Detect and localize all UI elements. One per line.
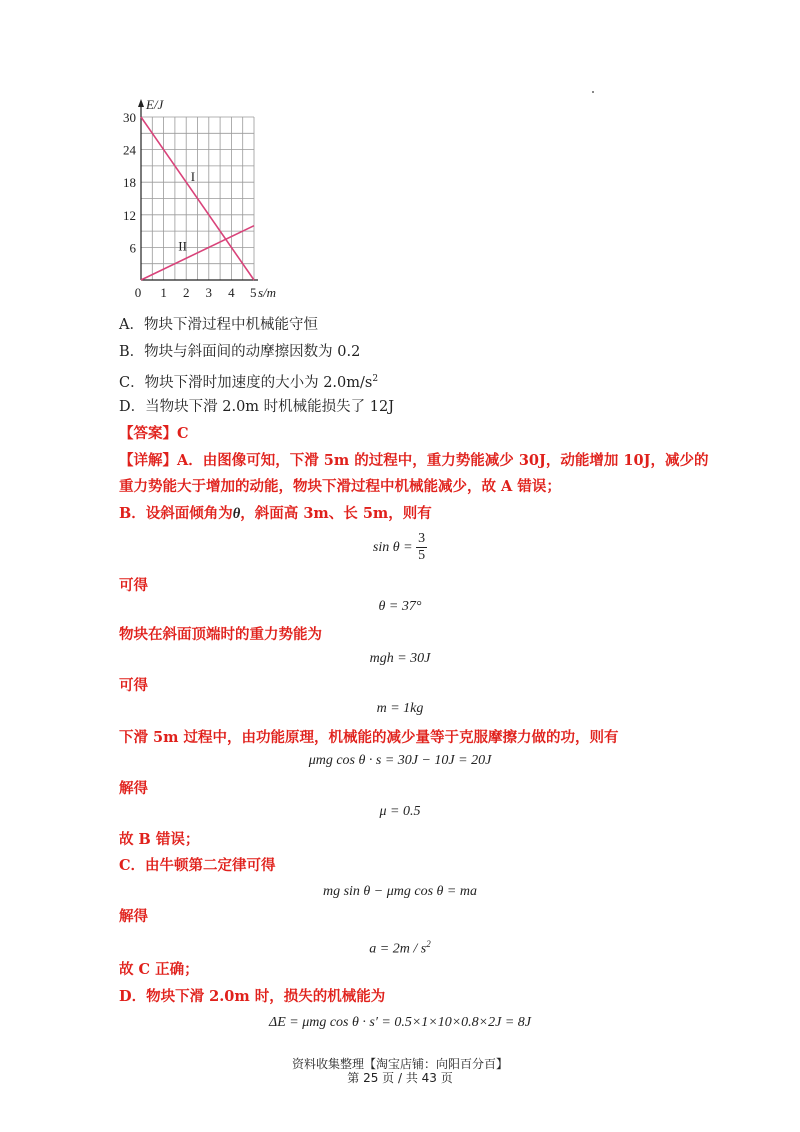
- y-axis-label: E/J: [146, 97, 164, 112]
- x-tick-label: 0: [134, 285, 142, 300]
- footer-page-number: 第 25 页 / 共 43 页: [347, 1071, 453, 1085]
- explanation-a-line1: 【详解】A．由图像可知，下滑 5m 的过程中，重力势能减少 30J，动能增加 10J，减少的: [119, 452, 709, 469]
- x-tick-label: 2: [182, 285, 190, 300]
- answer-label: 【答案】C: [119, 425, 189, 442]
- equation-theta: θ = 37°: [378, 599, 422, 614]
- equation-mu: μ = 0.5: [379, 804, 421, 819]
- x-tick-label: 5: [250, 285, 257, 300]
- text-jiede-2: 解得: [119, 908, 148, 925]
- text-d: D．物块下滑 2.0m 时，损失的机械能为: [119, 988, 386, 1005]
- explanation-b-intro: B．设斜面倾角为θ，斜面高 3m、长 5m，则有: [119, 505, 432, 522]
- text-c-right: 故 C 正确；: [119, 961, 199, 978]
- text-jiede-1: 解得: [119, 780, 148, 797]
- text-b-wrong: 故 B 错误；: [119, 831, 200, 848]
- y-axis-arrow: [138, 99, 144, 107]
- energy-chart: [110, 95, 300, 305]
- footer-source: 资料收集整理【淘宝店铺：向阳百分百】: [291, 1057, 508, 1071]
- equation-mass: m = 1kg: [376, 701, 424, 716]
- option-d: D．当物块下滑 2.0m 时机械能损失了 12J: [119, 399, 395, 415]
- series-label: II: [178, 238, 187, 254]
- equation-newton: mg sin θ − μmg cos θ = ma: [322, 884, 477, 899]
- x-tick-label: 1: [160, 285, 167, 300]
- text-kede-1: 可得: [119, 577, 148, 594]
- y-tick-label: 12: [123, 207, 136, 223]
- option-b: B．物块与斜面间的动摩擦因数为 0.2: [119, 344, 361, 360]
- page-dot: [592, 91, 594, 93]
- series-label: I: [190, 169, 196, 185]
- y-tick-label: 30: [123, 110, 136, 125]
- x-axis-label: s/m: [258, 285, 277, 300]
- y-tick-label: 18: [123, 175, 136, 191]
- y-tick-label: 24: [123, 142, 136, 158]
- equation-energy-loss: ΔE = μmg cos θ · s′ = 0.5×1×10×0.8×2J = 8J: [268, 1015, 531, 1030]
- equation-sin-theta: sin θ = $\frac{3}{5}$: [372, 531, 426, 564]
- option-a: A．物块下滑过程中机械能守恒: [119, 317, 318, 333]
- explanation-a-line2: 重力势能大于增加的动能，物块下滑过程中机械能减少，故 A 错误；: [119, 478, 561, 495]
- option-c: C．物块下滑时加速度的大小为 $2.0m/s^2$: [119, 374, 379, 391]
- y-tick-label: 6: [129, 240, 136, 256]
- text-top-potential: 物块在斜面顶端时的重力势能为: [119, 626, 322, 643]
- equation-acceleration: $a = 2m / s^2$: [369, 939, 431, 957]
- text-kede-2: 可得: [119, 677, 148, 694]
- equation-friction-work: μmg cos θ · s = 30J − 10J = 20J: [308, 753, 492, 768]
- text-newton: C．由牛顿第二定律可得: [119, 857, 276, 874]
- x-tick-label: 3: [205, 285, 213, 300]
- text-work-energy: 下滑 5m 过程中，由功能原理，机械能的减少量等于克服摩擦力做的功，则有: [119, 729, 619, 746]
- equation-mgh: mgh = 30J: [369, 651, 431, 666]
- x-tick-label: 4: [228, 285, 235, 300]
